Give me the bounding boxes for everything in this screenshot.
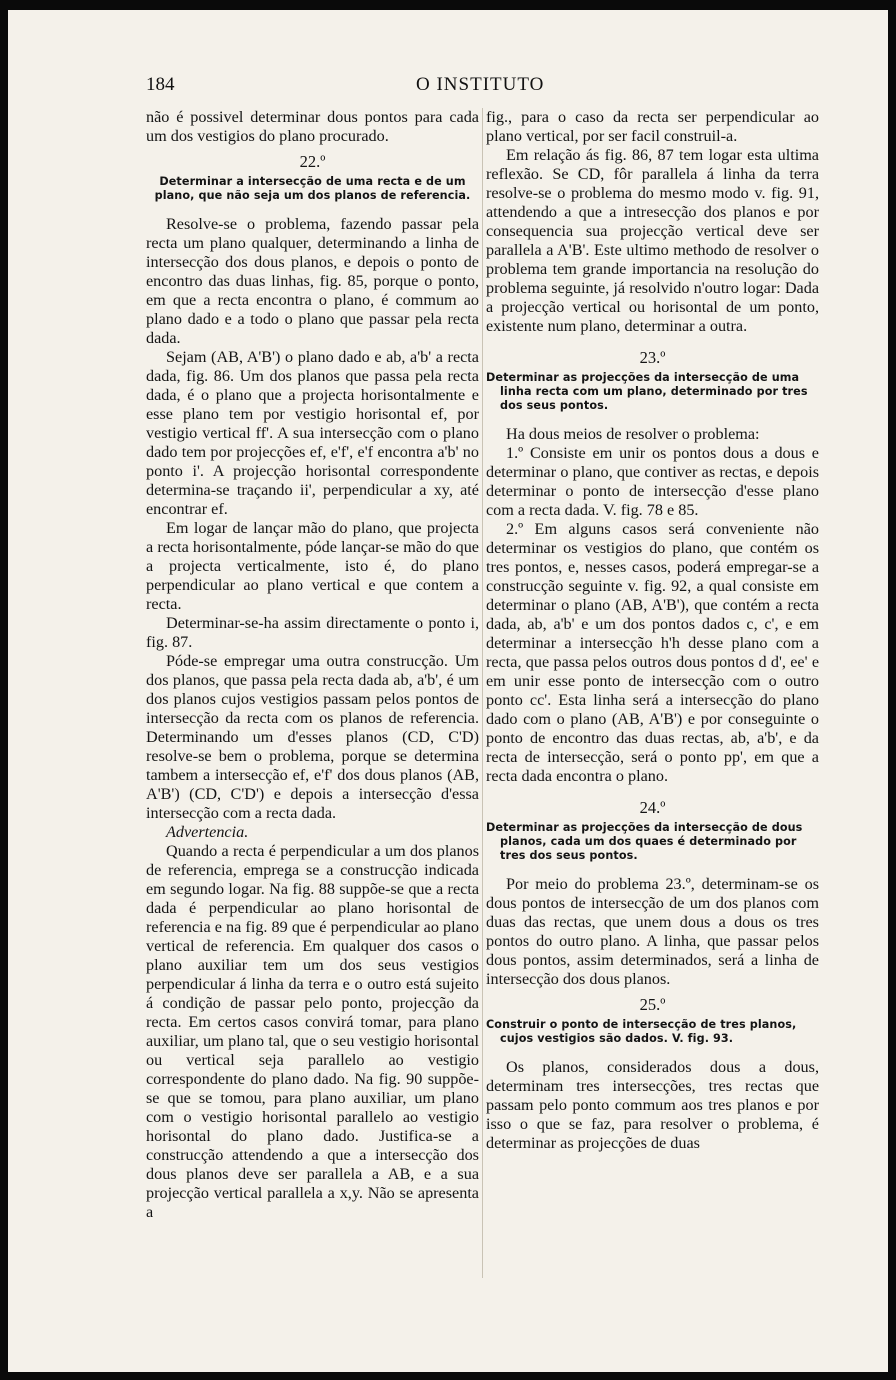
section-number: 23.º <box>639 348 666 367</box>
page-header <box>8 74 888 100</box>
paragraph: 2.º Em alguns casos será conveniente não determinar os vestigios do plano, que contém os tres pontos, e, nesses casos, poderá empregar-se a construcção seguinte v. fig. 92, a qual consiste em determinar o plano (AB, A'B'), que contém a recta dada, ab, a'b' e um dos pontos dados c, c', e em determinar a intersecção h'h desse plano com a recta, que passa pelos outros dous pontos d d', ee' e em unir esse ponto de intersecção com o outro ponto cc'. Esta linha será a intersecção do plano dado com o plano (AB, A'B') e por conseguinte o ponto de encontro das duas rectas, ab, a'b', e da recta de intersecção, será o ponto pp', em que a recta dada encontra o plano. <box>486 520 819 785</box>
paragraph: 1.º Consiste em unir os pontos dous a dous e determinar o plano, que contiver as rectas, e depois determinar o ponto de intersecção d'esse plano com a recta dada. V. fig. 78 e 85. <box>486 444 819 519</box>
paragraph: Os planos, considerados dous a dous, determinam tres intersecções, tres rectas que passam pelo ponto commum aos tres planos e por isso o que se faz, para resolver o problema, é determinar as projecções de duas <box>486 1058 819 1152</box>
left-column <box>146 108 479 1222</box>
section-number: 24.º <box>639 798 666 817</box>
section-title: Construir o ponto de intersecção de tres planos, cujos vestigios são dados. V. fig. 93. <box>486 1018 797 1045</box>
section-number: 22.º <box>299 152 326 171</box>
paragraph: fig., para o caso da recta ser perpendicular ao plano vertical, por ser facil construil-a. <box>486 108 819 145</box>
paragraph: Resolve-se o problema, fazendo passar pela recta um plano qualquer, determinando a linha de intersecção dos dous planos, e depois o ponto de encontro das duas linhas, fig. 85, porque o ponto, em que a recta encontra o plano, é commum ao plano dado e a todo o plano que passar pela recta dada. <box>146 215 479 347</box>
section-title: Determinar as projecções da intersecção de dous planos, cada um dos quaes é determinado por tres dos seus pontos. <box>486 821 803 862</box>
section-title: Determinar as projecções da intersecção de uma linha recta com um plano, determinado por tres dos seus pontos. <box>486 371 808 412</box>
column-separator <box>482 108 483 1278</box>
advertencia-label: Advertencia. <box>166 823 249 841</box>
paragraph: Determinar-se-ha assim directamente o ponto i, fig. 87. <box>146 614 479 651</box>
paragraph: Em relação ás fig. 86, 87 tem logar esta ultima reflexão. Se CD, fôr parallela á linha da terra resolve-se o problema do mesmo modo v. fig. 91, attendendo a que a intresecção dos planos e por consequencia sua projecção vertical deve ser parallela a A'B'. Este ultimo methodo de resolver o problema tem grande importancia na resolução do problema seguinte, já resolvido n'outro logar: Dada a projecção vertical ou horisontal de um ponto, existente num plano, determinar a outra. <box>486 146 819 335</box>
paragraph: não é possivel determinar dous pontos para cada um dos vestigios do plano procurado. <box>146 108 479 145</box>
paragraph: Por meio do problema 23.º, determinam-se os dous pontos de intersecção de um dos planos com duas das rectas, que unem dous a dous os tres pontos do outro plano. A linha, que passar pelos dous pontos, assim determinados, será a linha de intersecção dos dous planos. <box>486 875 819 988</box>
paragraph: Em logar de lançar mão do plano, que projecta a recta horisontalmente, póde lançar-se mão do que a projecta verticalmente, isto é, do plano perpendicular ao plano vertical e que contem a recta. <box>146 519 479 613</box>
paragraph: Ha dous meios de resolver o problema: <box>506 425 760 443</box>
paragraph: Quando a recta é perpendicular a um dos planos de referencia, emprega se a construcção indicada em segundo logar. Na fig. 88 suppõe-se que a recta dada é perpendicular ao plano horisontal de referencia e na fig. 89 que é perpendicular ao plano vertical de referencia. Em qualquer dos casos o plano auxiliar tem um dos seus vestigios perpendicular á linha da terra e o outro está sujeito á condição de passar pelo ponto, projecção da recta. Em certos casos convirá tomar, para plano auxiliar, um plano tal, que o seu vestigio horisontal ou vertical seja parallelo ao vestigio correspondente do plano dado. Na fig. 90 suppõe-se que se tomou, para plano auxiliar, um plano com o vestigio horisontal parallelo ao vestigio horisontal do plano dado. Justifica-se a construcção attendendo a que a intersecção dos dous planos deve ser parallela a AB, e a sua projecção vertical parallela a x,y. Não se apresenta a <box>146 842 479 1221</box>
section-title: Determinar a intersecção de uma recta e de um plano, que não seja um dos planos de referencia. <box>154 175 471 202</box>
section-number: 25.º <box>639 995 666 1014</box>
paragraph: Póde-se empregar uma outra construcção. Um dos planos, que passa pela recta dada ab, a'b', é um dos planos cujos vestigios passam pelos pontos de intersecção da recta com os planos de referencia. Determinando um d'esses planos (CD, C'D) resolve-se bem o problema, porque se determina tambem a intersecção ef, e'f' dos dous planos (AB, A'B') (CD, C'D') e depois a intersecção d'essa intersecção com a recta dada. <box>146 652 479 822</box>
running-title: O INSTITUTO <box>416 74 545 95</box>
page-number: 184 <box>146 74 175 95</box>
page-sheet <box>8 10 888 1372</box>
right-column <box>486 108 819 1153</box>
paragraph: Sejam (AB, A'B') o plano dado e ab, a'b' a recta dada, fig. 86. Um dos planos que passa pela recta dada, é o plano que a projecta horisontalmente e esse plano tem por vestigio horisontal ef, por vestigio vertical ff'. A sua intersecção com o plano dado tem por projecções ef, e'f', e'f encontra a'b' no ponto i'. A projecção horisontal correspondente determina-se traçando ii', perpendicular a xy, até encontrar ef. <box>146 348 479 518</box>
